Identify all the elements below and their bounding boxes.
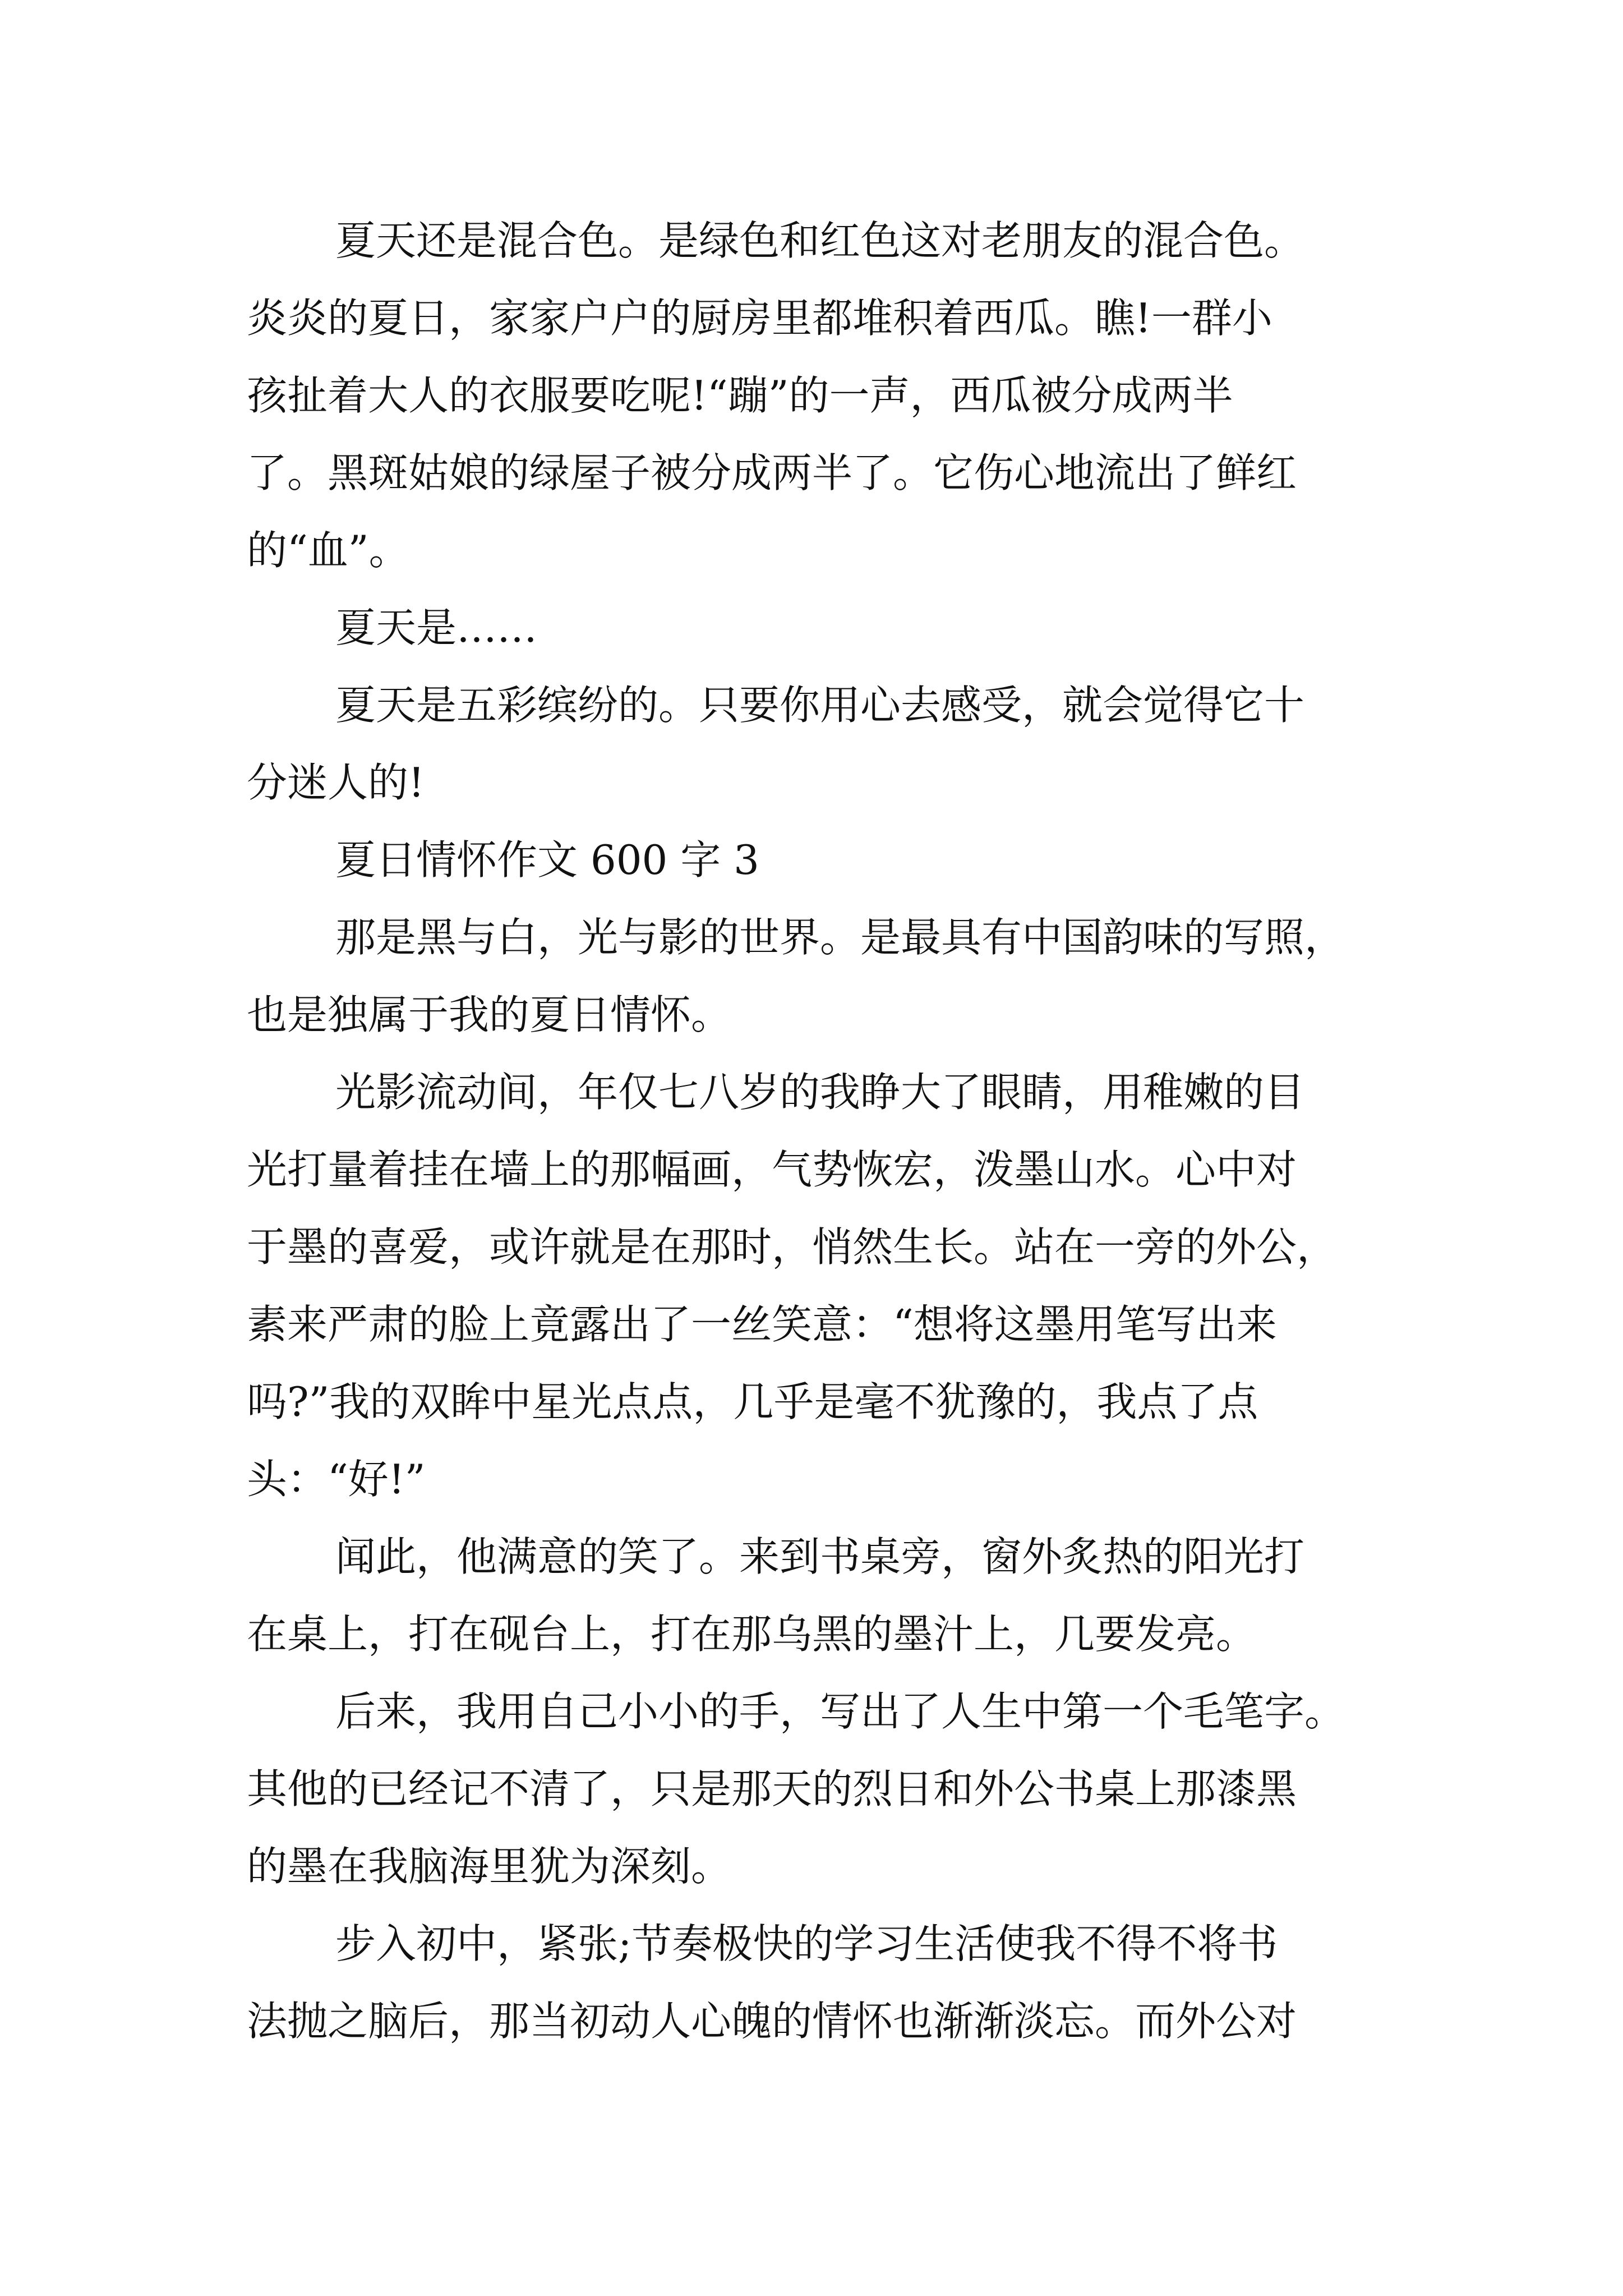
section-heading: 夏日情怀作文 600 字 3 <box>335 836 759 884</box>
paragraph-line: 也是独属于我的夏日情怀。 <box>247 991 732 1038</box>
paragraph-line: 头：“好!” <box>247 1456 426 1503</box>
paragraph-line: 在桌上，打在砚台上，打在那乌黑的墨汁上，几要发亮。 <box>247 1611 1257 1658</box>
paragraph-line: 于墨的喜爱，或许就是在那时，悄然生长。站在一旁的外公， <box>247 1223 1338 1271</box>
paragraph-line: 夏天是五彩缤纷的。只要你用心去感受，就会觉得它十 <box>335 682 1305 729</box>
paragraph-line: 步入初中，紧张;节奏极快的学习生活使我不得不将书 <box>335 1920 1278 1967</box>
paragraph-line: 的墨在我脑海里犹为深刻。 <box>247 1843 732 1890</box>
paragraph-line: 闻此，他满意的笑了。来到书桌旁，窗外炙热的阳光打 <box>335 1533 1305 1580</box>
paragraph-line: 光打量着挂在墙上的那幅画，气势恢宏，泼墨山水。心中对 <box>247 1146 1297 1193</box>
paragraph-line: 光影流动间，年仅七八岁的我睁大了眼睛，用稚嫩的目 <box>335 1069 1305 1116</box>
paragraph-line: 分迷人的! <box>247 759 425 806</box>
paragraph-line: 炎炎的夏日，家家户户的厨房里都堆积着西瓜。瞧!一群小 <box>247 295 1272 342</box>
paragraph-line: 夏天还是混合色。是绿色和红色这对老朋友的混合色。 <box>335 217 1305 264</box>
paragraph-line: 那是黑与白，光与影的世界。是最具有中国韵味的写照， <box>335 914 1345 961</box>
paragraph-line: 夏天是…… <box>335 604 538 651</box>
paragraph-line: 法抛之脑后，那当初动人心魄的情怀也渐渐淡忘。而外公对 <box>247 1998 1297 2045</box>
paragraph-line: 孩扯着大人的衣服要吃呢!“蹦”的一声，西瓜被分成两半 <box>247 372 1233 419</box>
document-body <box>247 202 1413 2060</box>
paragraph-line: 吗?”我的双眸中星光点点，几乎是毫不犹豫的，我点了点 <box>247 1378 1258 1425</box>
paragraph-line: 的“血”。 <box>247 527 409 574</box>
paragraph-line: 其他的已经记不清了，只是那天的烈日和外公书桌上那漆黑 <box>247 1765 1297 1812</box>
paragraph-line: 素来严肃的脸上竟露出了一丝笑意：“想将这墨用笔写出来 <box>247 1301 1277 1348</box>
paragraph-line: 了。黑斑姑娘的绿屋子被分成两半了。它伤心地流出了鲜红 <box>247 449 1297 496</box>
paragraph-line: 后来，我用自己小小的手，写出了人生中第一个毛笔字。 <box>335 1688 1345 1735</box>
